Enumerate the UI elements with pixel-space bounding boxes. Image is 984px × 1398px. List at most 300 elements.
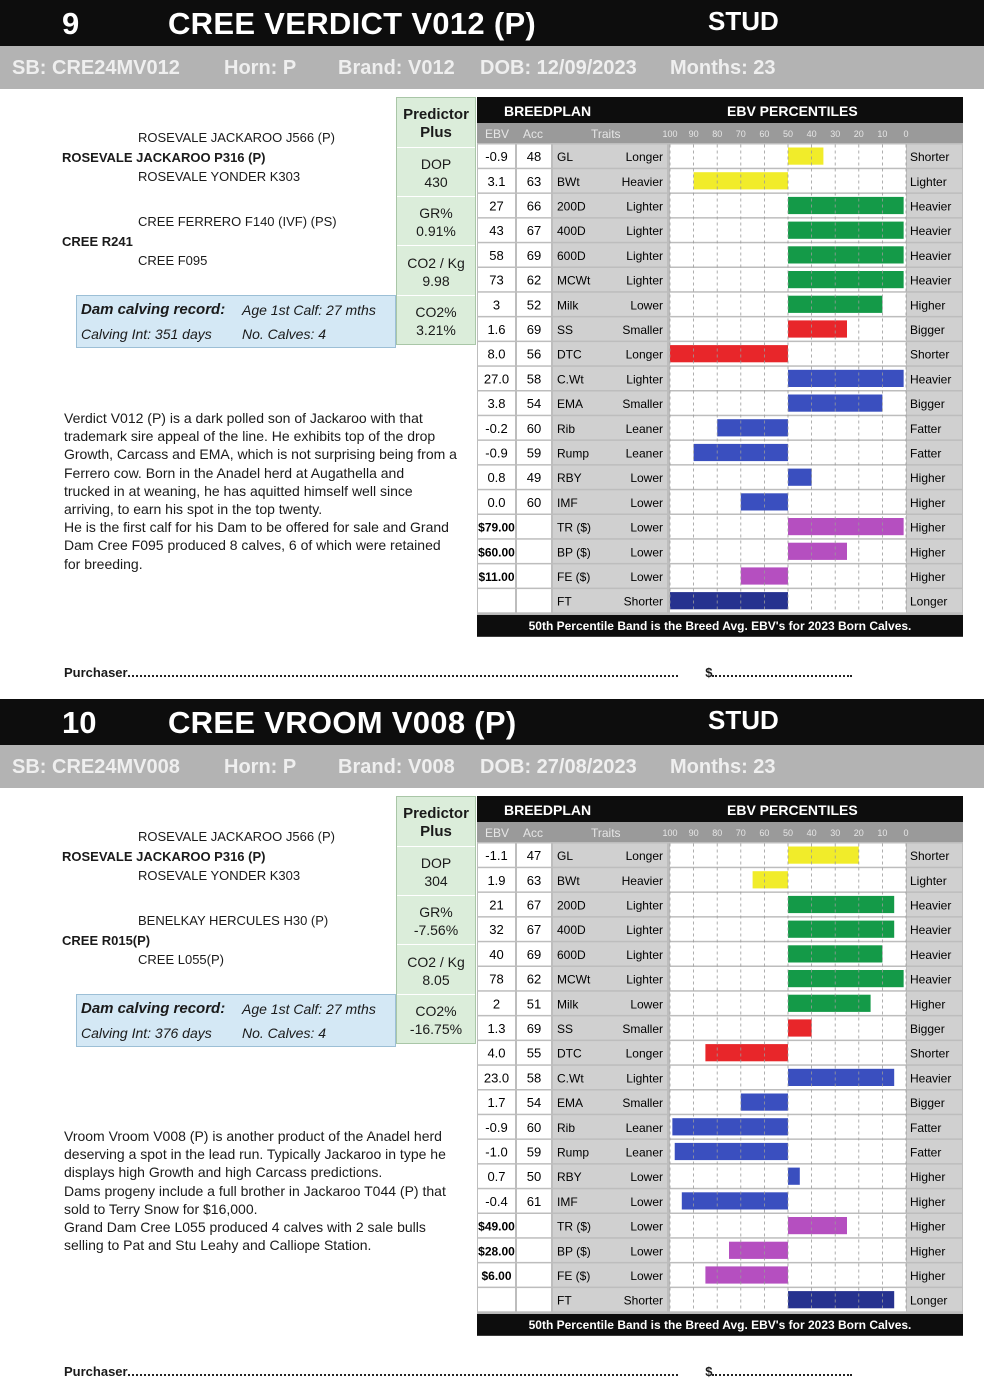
acc-value: 54 — [526, 396, 542, 412]
description-line: Verdict V012 (P) is a dark polled son of Jackaroo with that — [64, 410, 423, 426]
high-direction-label: Lighter — [910, 174, 947, 189]
acc-value: 59 — [526, 445, 542, 461]
high-direction-label: Heavier — [910, 972, 952, 987]
high-direction-label: Higher — [910, 570, 946, 584]
ebv-value: -0.9 — [485, 445, 508, 461]
percentile-tick-label: 0 — [903, 828, 909, 838]
high-direction-label: Higher — [910, 997, 946, 1012]
description-line: Growth, Carcass and EMA, which is not surprising being from a — [64, 446, 457, 463]
low-direction-label: Smaller — [622, 323, 663, 337]
description-line: He is the first calf for his Dam to be offered for sale and Grand — [64, 519, 449, 536]
pedigree-sire: ROSEVALE JACKAROO P316 (P) — [62, 150, 266, 165]
ebv-value: $60.00 — [478, 545, 515, 560]
trait-name: MCWt — [557, 972, 591, 987]
gr-label: GR% — [419, 205, 453, 221]
percentile-bar — [788, 847, 859, 864]
percentile-bar — [788, 543, 847, 560]
pedigree-dam-dam: CREE L055(P) — [138, 952, 224, 967]
description-line: trademark sire appeal of the line. He exhibits top of the drop — [64, 428, 436, 445]
high-direction-label: Heavier — [910, 224, 952, 239]
trait-name: DTC — [557, 347, 582, 362]
percentile-bar — [705, 1266, 788, 1283]
ebv-value: 0.7 — [487, 1169, 506, 1185]
pedigree-dam-dam: CREE F095 — [138, 253, 208, 268]
ebv-value: 0.0 — [487, 494, 506, 510]
ebv-percentiles-header: EBV PERCENTILES — [727, 103, 858, 119]
acc-value: 47 — [526, 848, 542, 864]
calving-interval: Calving Int: 376 days — [81, 1025, 212, 1041]
low-direction-label: Leaner — [625, 421, 663, 436]
gr-value: -7.56% — [413, 922, 459, 938]
lot-title-bar — [0, 699, 984, 745]
percentile-tick-label: 90 — [688, 129, 699, 139]
high-direction-label: Higher — [910, 1170, 946, 1185]
ebv-value: 8.0 — [487, 346, 506, 362]
percentile-bar — [788, 896, 894, 913]
high-direction-label: Longer — [910, 594, 948, 609]
percentile-tick-label: 40 — [806, 129, 817, 139]
ebv-value: 27 — [489, 198, 504, 214]
low-direction-label: Longer — [625, 347, 663, 362]
percentile-bar — [788, 970, 904, 987]
age-months: Months: 23 — [670, 756, 776, 778]
trait-name: Rib — [557, 1120, 576, 1135]
percentile-bar — [788, 246, 904, 263]
trait-name: 200D — [557, 898, 586, 913]
high-direction-label: Shorter — [910, 347, 950, 362]
low-direction-label: Lower — [630, 298, 663, 313]
traits-column-header: Traits — [591, 127, 621, 141]
low-direction-label: Lower — [630, 1244, 663, 1259]
acc-value: 67 — [526, 897, 542, 913]
high-direction-label: Higher — [910, 1219, 946, 1234]
acc-column-header: Acc — [523, 127, 544, 141]
acc-cell — [517, 1288, 551, 1311]
low-direction-label: Lower — [630, 1269, 663, 1283]
high-direction-label: Heavier — [910, 923, 952, 938]
acc-value: 63 — [526, 872, 542, 888]
acc-value: 52 — [526, 297, 542, 313]
lot-description — [64, 409, 474, 573]
date-of-birth: DOB: 27/08/2023 — [480, 756, 637, 778]
description-line: displays high Growth and high Carcass predictions. — [64, 1164, 383, 1181]
percentile-tick-label: 70 — [735, 828, 746, 838]
percentile-bar — [788, 1168, 800, 1185]
co2-per-kg-value: 8.05 — [422, 972, 450, 988]
percentile-bar — [682, 1192, 788, 1209]
ebv-footer-note: 50th Percentile Band is the Breed Avg. EBV's for 2023 Born Calves. — [528, 1317, 912, 1332]
percentile-bar — [717, 419, 788, 436]
percentile-bar — [788, 271, 904, 288]
percentile-bar — [788, 370, 904, 387]
low-direction-label: Lighter — [626, 224, 663, 239]
trait-name: EMA — [557, 397, 584, 412]
acc-cell — [517, 1239, 551, 1262]
description-line: selling to Pat and Stu Leahy and Calliope Station. — [64, 1237, 372, 1254]
ebv-value: 40 — [489, 946, 504, 962]
low-direction-label: Lower — [630, 520, 663, 535]
acc-value: 56 — [526, 346, 542, 362]
ebv-percentiles-header: EBV PERCENTILES — [727, 802, 858, 818]
lot-number: 9 — [62, 6, 80, 41]
acc-value: 69 — [526, 1021, 542, 1036]
low-direction-label: Shorter — [623, 1293, 663, 1308]
acc-value: 54 — [526, 1095, 542, 1111]
low-direction-label: Lower — [630, 471, 663, 486]
acc-value: 60 — [526, 1119, 542, 1135]
acc-value: 49 — [526, 470, 542, 486]
predictor-title: Predictor — [403, 106, 469, 123]
description-line: Dams progeny include a full brother in Jackaroo T044 (P) that — [64, 1182, 446, 1199]
percentile-tick-label: 80 — [712, 828, 723, 838]
high-direction-label: Fatter — [910, 421, 942, 436]
acc-value: 69 — [526, 322, 542, 337]
description-line: deserving a spot in the lead run. Typically Jackaroo in type he — [64, 1146, 446, 1163]
high-direction-label: Fatter — [910, 446, 942, 461]
ebv-value: 1.9 — [487, 872, 506, 888]
low-direction-label: Lighter — [626, 898, 663, 913]
predictor-plus-panel — [396, 796, 476, 1044]
ebv-value: 1.6 — [487, 322, 506, 337]
percentile-bar — [788, 1291, 894, 1308]
pedigree-dam: CREE R241 — [62, 234, 133, 249]
acc-cell — [517, 564, 551, 587]
low-direction-label: Leaner — [625, 1120, 663, 1135]
ebv-value: -1.1 — [485, 848, 508, 864]
dop-label: DOP — [420, 855, 452, 871]
traits-column-header: Traits — [591, 826, 621, 840]
percentile-tick-label: 10 — [877, 828, 888, 838]
acc-value: 60 — [526, 420, 542, 436]
ebv-value: 58 — [489, 247, 504, 263]
co2-pct-label: CO2% — [415, 304, 457, 320]
high-direction-label: Higher — [910, 520, 946, 535]
lot-info-bar — [0, 46, 984, 89]
acc-value: 51 — [526, 996, 542, 1012]
sb-number: SB: CRE24MV012 — [12, 57, 180, 79]
trait-name: EMA — [557, 1096, 584, 1111]
trait-name: BWt — [557, 174, 580, 189]
description-line: Dam Cree F095 produced 8 calves, 6 of which were retained — [64, 537, 441, 554]
low-direction-label: Smaller — [622, 397, 663, 412]
trait-name: Milk — [557, 997, 579, 1012]
co2-per-kg-label: CO2 / Kg — [407, 255, 465, 271]
pedigree-sire-sire: ROSEVALE JACKAROO J566 (P) — [138, 130, 335, 145]
purchaser-label: Purchaser — [64, 1364, 128, 1379]
acc-value: 66 — [526, 198, 542, 214]
acc-value: 67 — [526, 922, 542, 938]
low-direction-label: Lighter — [626, 199, 663, 214]
ebv-value: -0.2 — [485, 420, 508, 436]
predictor-subtitle: Plus — [420, 823, 452, 840]
trait-name: FT — [557, 594, 572, 609]
acc-value: 61 — [526, 1193, 542, 1209]
percentile-bar — [670, 592, 788, 609]
calving-interval: Calving Int: 351 days — [81, 326, 212, 342]
percentile-bar — [788, 469, 812, 486]
trait-name: Rump — [557, 446, 590, 461]
low-direction-label: Lighter — [626, 273, 663, 288]
trait-name: BP ($) — [557, 1244, 591, 1259]
percentile-tick-label: 100 — [662, 828, 678, 838]
percentile-tick-label: 10 — [877, 129, 888, 139]
ebv-value: -0.9 — [485, 149, 508, 165]
high-direction-label: Shorter — [910, 150, 950, 165]
age-months: Months: 23 — [670, 57, 776, 79]
description-line: sold to Terry Snow for $16,000. — [64, 1200, 258, 1217]
percentile-tick-label: 20 — [853, 129, 864, 139]
price-label: $ — [705, 1364, 713, 1379]
price-label: $ — [705, 665, 713, 680]
trait-name: BWt — [557, 873, 580, 888]
low-direction-label: Smaller — [622, 1096, 663, 1111]
high-direction-label: Shorter — [910, 849, 950, 864]
acc-value: 48 — [526, 149, 542, 165]
pedigree-sire-sire: ROSEVALE JACKAROO J566 (P) — [138, 829, 335, 844]
lot-name: CREE VROOM V008 (P) — [168, 705, 517, 740]
trait-name: Rib — [557, 421, 576, 436]
ebv-column-header: EBV — [485, 826, 510, 840]
acc-value: 63 — [526, 173, 542, 189]
percentile-bar — [788, 1019, 812, 1036]
lot-card — [0, 699, 984, 1398]
purchaser-label: Purchaser — [64, 665, 128, 680]
dam-calving-record — [76, 295, 396, 348]
percentile-tick-label: 100 — [662, 129, 678, 139]
co2-pct-value: -16.75% — [409, 1021, 463, 1037]
high-direction-label: Higher — [910, 1244, 946, 1259]
high-direction-label: Shorter — [910, 1046, 950, 1061]
trait-name: FT — [557, 1293, 572, 1308]
number-of-calves: No. Calves: 4 — [242, 326, 327, 342]
low-direction-label: Smaller — [622, 1022, 663, 1036]
trait-name: IMF — [557, 495, 578, 510]
purchaser-line[interactable] — [64, 664, 852, 680]
high-direction-label: Bigger — [910, 1096, 945, 1111]
trait-name: IMF — [557, 1194, 578, 1209]
percentile-tick-label: 50 — [782, 828, 794, 838]
low-direction-label: Heavier — [621, 174, 663, 189]
trait-name: C.Wt — [557, 1071, 584, 1086]
pedigree-sire-dam: ROSEVALE YONDER K303 — [138, 169, 301, 184]
trait-name: SS — [557, 323, 574, 337]
ebv-value: -1.0 — [485, 1144, 508, 1160]
percentile-tick-label: 50 — [782, 129, 794, 139]
low-direction-label: Lighter — [626, 947, 663, 962]
high-direction-label: Higher — [910, 1269, 946, 1283]
dop-value: 304 — [424, 873, 448, 889]
acc-value: 69 — [526, 946, 542, 962]
horn-status: Horn: P — [224, 756, 297, 778]
acc-value: 50 — [526, 1169, 542, 1185]
acc-cell — [517, 1214, 551, 1237]
high-direction-label: Higher — [910, 471, 946, 486]
ebv-value: 3.1 — [487, 173, 506, 189]
co2-per-kg-value: 9.98 — [422, 273, 450, 289]
percentile-tick-label: 0 — [903, 129, 909, 139]
dop-value: 430 — [424, 174, 448, 190]
description-line: Vroom Vroom V008 (P) is another product of the Anadel herd — [64, 1128, 442, 1144]
ebv-cell — [478, 1288, 515, 1311]
gr-label: GR% — [419, 904, 453, 920]
percentile-tick-label: 60 — [759, 828, 770, 838]
trait-name: GL — [557, 150, 574, 165]
percentile-tick-label: 20 — [853, 828, 864, 838]
lot-description — [64, 1127, 474, 1254]
lot-number: 10 — [62, 705, 97, 740]
ebv-value: 43 — [489, 223, 504, 239]
ebv-value: 3.8 — [487, 396, 506, 412]
age-first-calf: Age 1st Calf: 27 mths — [242, 302, 376, 318]
description-line: for breeding. — [64, 555, 143, 572]
ebv-value: 27.0 — [483, 371, 510, 387]
high-direction-label: Lighter — [910, 873, 947, 888]
percentile-tick-label: 40 — [806, 828, 817, 838]
low-direction-label: Lower — [630, 997, 663, 1012]
acc-value: 62 — [526, 272, 542, 288]
trait-name: 600D — [557, 248, 586, 263]
number-of-calves: No. Calves: 4 — [242, 1025, 327, 1041]
percentile-bar — [675, 1143, 788, 1160]
ebv-value: $11.00 — [478, 570, 515, 584]
high-direction-label: Fatter — [910, 1145, 942, 1160]
percentile-bar — [705, 1044, 788, 1061]
acc-cell — [517, 589, 551, 612]
lot-title-bar — [0, 0, 984, 46]
low-direction-label: Lower — [630, 495, 663, 510]
trait-name: 400D — [557, 224, 586, 239]
ebv-value: 21 — [489, 897, 504, 913]
description-line: arriving, to earn his spot in the top twenty. — [64, 501, 323, 518]
trait-name: MCWt — [557, 273, 591, 288]
ebv-value: $49.00 — [478, 1219, 515, 1234]
percentile-bar — [729, 1242, 788, 1259]
percentile-bar — [788, 320, 847, 337]
acc-value: 67 — [526, 223, 542, 239]
trait-name: C.Wt — [557, 372, 584, 387]
description-line: Ferrero cow. Born in the Anadel herd at Augathella and — [64, 464, 405, 481]
calving-title: Dam calving record: — [81, 301, 226, 318]
low-direction-label: Lower — [630, 570, 663, 584]
pedigree-sire-dam: ROSEVALE YONDER K303 — [138, 868, 301, 883]
trait-name: BP ($) — [557, 545, 591, 560]
ebv-column-header: EBV — [485, 127, 510, 141]
low-direction-label: Lighter — [626, 923, 663, 938]
high-direction-label: Heavier — [910, 199, 952, 214]
ebv-value: $28.00 — [478, 1244, 515, 1259]
high-direction-label: Higher — [910, 298, 946, 313]
trait-name: RBY — [557, 471, 582, 486]
ebv-value: 4.0 — [487, 1045, 506, 1061]
percentile-bar — [788, 1217, 847, 1234]
co2-pct-label: CO2% — [415, 1003, 457, 1019]
percentile-bar — [753, 871, 788, 888]
high-direction-label: Heavier — [910, 273, 952, 288]
brand: Brand: V008 — [338, 756, 455, 778]
high-direction-label: Fatter — [910, 1120, 942, 1135]
percentile-bar — [788, 921, 894, 938]
ebv-value: $79.00 — [478, 520, 515, 535]
low-direction-label: Longer — [625, 1046, 663, 1061]
trait-name: Rump — [557, 1145, 590, 1160]
ebv-value: 32 — [489, 922, 504, 938]
low-direction-label: Lighter — [626, 972, 663, 987]
percentile-bar — [741, 567, 788, 584]
ebv-value: -0.9 — [485, 1119, 508, 1135]
pedigree-dam-sire: CREE FERRERO F140 (IVF) (PS) — [138, 214, 337, 229]
predictor-subtitle: Plus — [420, 124, 452, 141]
ebv-percentile-table — [477, 796, 963, 1336]
high-direction-label: Heavier — [910, 372, 952, 387]
percentile-tick-label: 80 — [712, 129, 723, 139]
trait-name: Milk — [557, 298, 579, 313]
high-direction-label: Heavier — [910, 947, 952, 962]
co2-per-kg-label: CO2 / Kg — [407, 954, 465, 970]
percentile-bar — [741, 493, 788, 510]
high-direction-label: Bigger — [910, 1022, 945, 1036]
ebv-value: -0.4 — [485, 1193, 508, 1209]
acc-value: 58 — [526, 1070, 542, 1086]
low-direction-label: Leaner — [625, 1145, 663, 1160]
percentile-tick-label: 30 — [830, 129, 841, 139]
trait-name: FE ($) — [557, 570, 591, 584]
acc-cell — [517, 515, 551, 538]
high-direction-label: Heavier — [910, 1071, 952, 1086]
brand: Brand: V012 — [338, 57, 455, 79]
percentile-tick-label: 70 — [735, 129, 746, 139]
purchaser-line[interactable] — [64, 1363, 852, 1379]
ebv-value: 1.3 — [487, 1021, 506, 1036]
ebv-value: 0.8 — [487, 470, 506, 486]
percentile-bar — [788, 1069, 894, 1086]
acc-cell — [517, 1263, 551, 1286]
low-direction-label: Longer — [625, 150, 663, 165]
horn-status: Horn: P — [224, 57, 297, 79]
low-direction-label: Lower — [630, 1194, 663, 1209]
trait-name: 600D — [557, 947, 586, 962]
ebv-value: 73 — [489, 272, 504, 288]
high-direction-label: Higher — [910, 1194, 946, 1209]
acc-value: 69 — [526, 247, 542, 263]
ebv-value: 23.0 — [483, 1070, 510, 1086]
breedplan-header: BREEDPLAN — [504, 103, 592, 119]
calving-title: Dam calving record: — [81, 1000, 226, 1017]
low-direction-label: Shorter — [623, 594, 663, 609]
predictor-plus-panel — [396, 97, 476, 345]
percentile-tick-label: 30 — [830, 828, 841, 838]
trait-name: TR ($) — [557, 520, 591, 535]
ebv-value: 3 — [492, 297, 501, 313]
percentile-bar — [788, 197, 904, 214]
low-direction-label: Lighter — [626, 248, 663, 263]
trait-name: 200D — [557, 199, 586, 214]
pedigree-dam: CREE R015(P) — [62, 933, 151, 948]
sb-number: SB: CRE24MV008 — [12, 756, 180, 778]
percentile-tick-label: 90 — [688, 828, 699, 838]
low-direction-label: Lower — [630, 1170, 663, 1185]
acc-value: 55 — [526, 1045, 542, 1061]
percentile-bar — [672, 1118, 788, 1135]
acc-value: 62 — [526, 971, 542, 987]
percentile-tick-label: 60 — [759, 129, 770, 139]
trait-name: GL — [557, 849, 574, 864]
low-direction-label: Heavier — [621, 873, 663, 888]
description-line: trucked in at weaning, he has aquitted himself well since — [64, 482, 413, 499]
acc-cell — [517, 540, 551, 563]
gr-value: 0.91% — [416, 223, 456, 239]
low-direction-label: Longer — [625, 849, 663, 864]
trait-name: RBY — [557, 1170, 582, 1185]
